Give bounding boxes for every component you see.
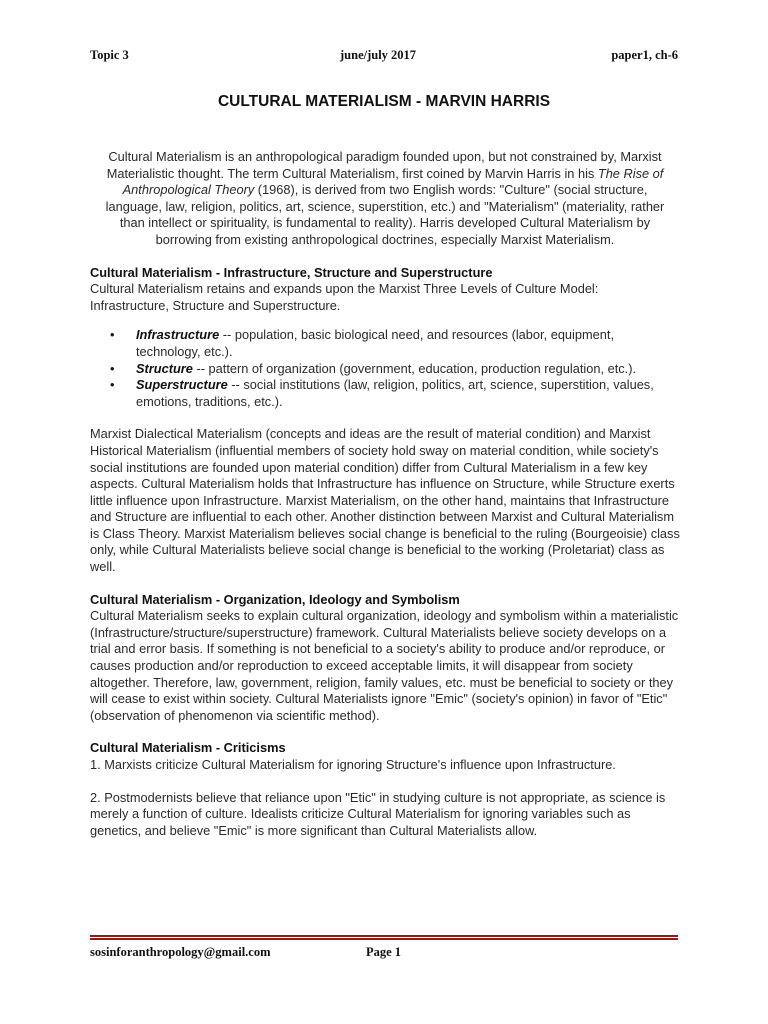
intro-paragraph: [90, 149, 680, 249]
term-infrastructure: Infrastructure: [136, 327, 220, 343]
culture-levels-list: [90, 327, 680, 410]
section-heading-infrastructure: Cultural Materialism - Infrastructure, Structure and Superstructure: [90, 264, 493, 280]
section-text-infrastructure: Cultural Materialism retains and expands upon the Marxist Three Levels of Culture Model: Infrastructure, Structure and Superstructure.: [90, 281, 599, 313]
desc-superstructure: -- social institutions (law, religion, politics, art, science, superstition, values, emotions, traditions, etc.).: [136, 377, 654, 409]
intro-text-end: (1968), is derived from two English words: "Culture" (social structure, language, law, religion, politics, art, science, superstition, etc.) and "Materialism" (materiality, rather than intellect or spirituality, is fundamental to reality). Harris developed Cultural Materialism by borrowing from existing anthropological doctrines, especially Marxist Materialism.: [105, 182, 665, 247]
term-superstructure: Superstructure: [136, 377, 228, 393]
page-header: [90, 48, 678, 64]
marxist-comparison-paragraph: Marxist Dialectical Materialism (concepts and ideas are the result of material condition) and Marxist Historical Materialism (influential members of society hold sway on material condition, while society's social institutions are founded upon material condition) differ from Cultural Materialism in a few key aspects. Cultural Materialism holds that Infrastructure has influence on Structure, while Structure exerts little influence upon Infrastructure. Marxist Materialism, on the other hand, maintains that Infrastructure and Structure are influential to each other. Another distinction between Marxist and Cultural Materialism is Class Theory. Marxist Materialism believes social change is beneficial to the ruling (Bourgeoisie) class only, while Cultural Materialists believe social change is beneficial to the working (Proletariat) class as well.: [90, 426, 680, 575]
term-structure: Structure: [136, 360, 193, 376]
document-title: CULTURAL MATERIALISM - MARVIN HARRIS: [217, 93, 551, 110]
list-item-infrastructure: [136, 327, 680, 360]
section-text-organization: Cultural Materialism seeks to explain cultural organization, ideology and symbolism within a materialistic (Infrastructure/structure/superstructure) framework. Cultural Materialists believe society develops on a trial and error basis. If something is not beneficial to a society's ability to produce and/or reproduce, or causes production and/or reproduction to exceed acceptable limits, it will disappear from society altogether. Therefore, law, government, religion, family values, etc. must be beneficial to society or they will cease to exist within society. Cultural Materialists ignore "Emic" (society's opinion) in favor of "Etic" (observation of phenomenon via scientific method).: [90, 608, 679, 723]
page-number: Page 1: [366, 945, 402, 959]
criticism-point-1: 1. Marxists criticize Cultural Materialism for ignoring Structure's influence upon Infrastructure.: [90, 757, 616, 772]
list-item-superstructure: [136, 377, 680, 410]
section-heading-criticisms: Cultural Materialism - Criticisms: [90, 740, 286, 756]
list-item-structure: [136, 361, 680, 378]
header-date: june/july 2017: [340, 48, 417, 62]
section-heading-organization: Cultural Materialism - Organization, Ideology and Symbolism: [90, 591, 460, 607]
document-body: [90, 149, 680, 839]
header-topic: Topic 3: [90, 48, 129, 62]
page-footer: [90, 945, 678, 961]
footer-email: sosinforanthropology@gmail.com: [90, 945, 271, 959]
intro-text-start: Cultural Materialism is an anthropological paradigm founded upon, but not constrained by, Marxist Materialistic thought. The term Cultural Materialism, first coined by Marvin Harris in his: [106, 149, 662, 181]
header-paper: paper1, ch-6: [611, 48, 678, 62]
desc-infrastructure: -- population, basic biological need, and resources (labor, equipment, technology, etc.).: [136, 327, 615, 359]
book-title: The Rise of Anthropological Theory: [122, 165, 664, 198]
footer-divider: [90, 935, 678, 940]
criticism-point-2: 2. Postmodernists believe that reliance upon "Etic" in studying culture is not appropriate, as science is merely a function of culture. Idealists criticize Cultural Materialism for ignoring variables such as genetics, and believe "Emic" is more significant than Cultural Materialists allow.: [90, 789, 666, 838]
desc-structure: -- pattern of organization (government, education, production regulation, etc.).: [192, 360, 637, 376]
